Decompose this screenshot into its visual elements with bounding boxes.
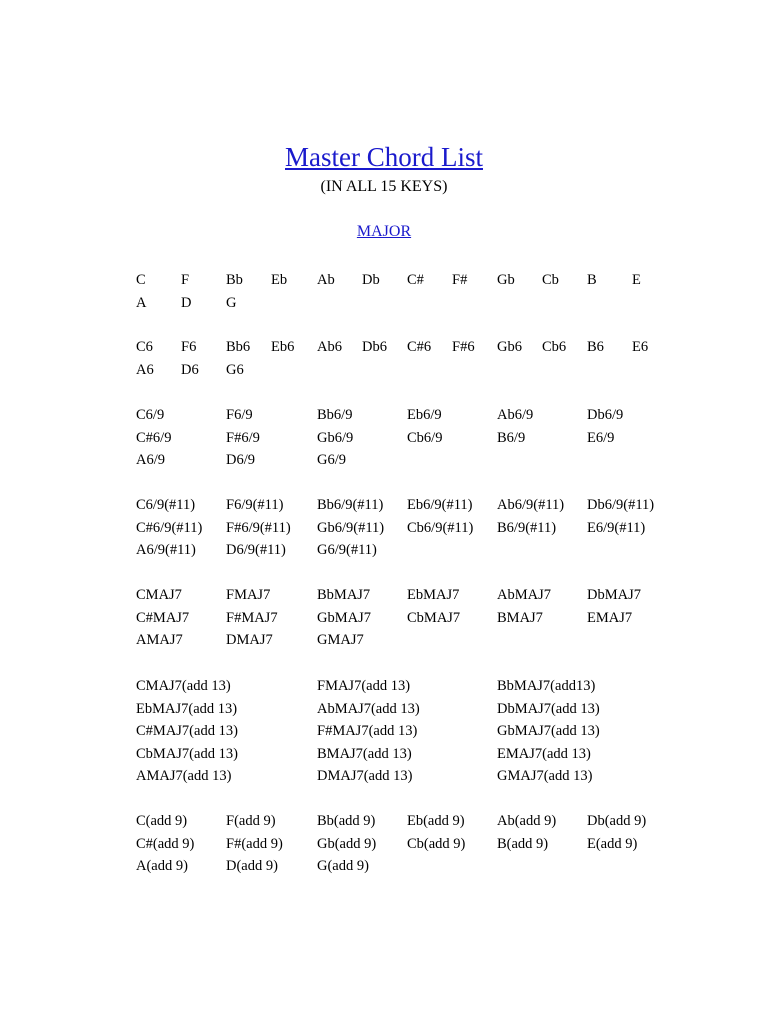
chord-name: FMAJ7 [226, 587, 271, 603]
page-subtitle: (IN ALL 15 KEYS) [320, 178, 448, 195]
chord-name: EMAJ7(add 13) [497, 745, 591, 762]
chord-name: F6 [181, 339, 197, 355]
chord-name: GbMAJ7 [317, 609, 371, 626]
chord-row [0, 607, 768, 629]
chord-name: BMAJ7 [497, 609, 543, 626]
chord-name: D [181, 294, 192, 311]
chord-name: Eb6/9 [407, 407, 442, 423]
chord-name: Bb6/9 [317, 407, 353, 423]
chord-name: EMAJ7 [587, 609, 633, 626]
chord-name: Ab6/9(#11) [497, 497, 565, 513]
chord-name: C#(add 9) [136, 835, 195, 852]
chord-name: C# [407, 272, 424, 288]
chord-name: Eb6/9(#11) [407, 497, 473, 513]
chord-name: Cb6 [542, 339, 567, 355]
chord-name: F [181, 272, 190, 288]
chord-name: C(add 9) [136, 813, 188, 829]
chord-name: AbMAJ7 [497, 587, 551, 603]
chord-name: G6/9(#11) [317, 542, 377, 558]
chord-name: C6 [136, 339, 153, 355]
chord-name: AMAJ7(add 13) [136, 768, 232, 784]
chord-name: F# [452, 272, 468, 288]
chord-name: GbMAJ7(add 13) [497, 723, 600, 739]
chord-name: D6 [181, 361, 199, 378]
chord-name: F#6/9(#11) [226, 519, 291, 536]
chord-name: E6/9 [587, 429, 615, 446]
chord-name: DbMAJ7(add 13) [497, 700, 600, 717]
chord-name: E6/9(#11) [587, 519, 646, 536]
chord-name: C6/9(#11) [136, 497, 196, 513]
chord-name: Db6/9 [587, 407, 624, 423]
chord-name: CMAJ7 [136, 587, 182, 603]
chord-name: C#6/9(#11) [136, 519, 203, 536]
chord-name: CMAJ7(add 13) [136, 678, 231, 694]
chord-name: Ab(add 9) [497, 813, 557, 829]
chord-name: Db6/9(#11) [587, 497, 655, 513]
chord-name: E6 [632, 339, 649, 355]
chord-name: G [226, 294, 237, 311]
chord-row [0, 336, 768, 358]
chord-row [0, 810, 768, 832]
chord-name: G6/9 [317, 452, 346, 468]
chord-name: FMAJ7(add 13) [317, 678, 411, 694]
chord-name: Gb(add 9) [317, 835, 377, 852]
chord-name: A6/9(#11) [136, 542, 196, 558]
chord-name: A6/9 [136, 452, 165, 468]
chord-name: A [136, 294, 147, 311]
chord-name: C#MAJ7 [136, 609, 190, 626]
chord-name: F6/9(#11) [226, 497, 284, 513]
chord-row [0, 449, 768, 471]
chord-name: Gb [497, 272, 515, 288]
chord-name: BMAJ7(add 13) [317, 745, 412, 762]
chord-name: Gb6/9 [317, 429, 354, 446]
chord-name: D(add 9) [226, 858, 278, 874]
chord-row [0, 675, 768, 697]
chord-name: C#6 [407, 339, 432, 355]
chord-name: F#6 [452, 339, 475, 355]
chord-name: BbMAJ7(add13) [497, 678, 596, 694]
chord-row [0, 359, 768, 381]
chord-name: DMAJ7 [226, 632, 273, 648]
chord-name: A(add 9) [136, 858, 188, 874]
chord-name: Eb [271, 272, 288, 288]
chord-row [0, 698, 768, 720]
chord-name: F(add 9) [226, 813, 276, 829]
page-title: Master Chord List [285, 142, 483, 172]
chord-name: C#MAJ7(add 13) [136, 723, 238, 739]
chord-name: AMAJ7 [136, 632, 183, 648]
chord-name: Cb(add 9) [407, 835, 466, 852]
chord-name: Eb6 [271, 339, 295, 355]
chord-row [0, 743, 768, 765]
chord-name: F#6/9 [226, 429, 260, 446]
chord-name: Db6 [362, 339, 387, 355]
chord-name: DbMAJ7 [587, 587, 641, 603]
chord-name: D6/9(#11) [226, 542, 286, 558]
chord-row [0, 269, 768, 291]
chord-name: F#MAJ7 [226, 609, 278, 626]
chord-name: Ab [317, 272, 335, 288]
chord-name: Ab6 [317, 339, 342, 355]
chord-name: F6/9 [226, 407, 253, 423]
chord-row [0, 292, 768, 314]
chord-name: EbMAJ7(add 13) [136, 700, 238, 717]
chord-row [0, 539, 768, 561]
chord-row [0, 720, 768, 742]
chord-row [0, 517, 768, 539]
chord-name: Ab6/9 [497, 407, 534, 423]
chord-name: E [632, 272, 641, 288]
chord-name: Db [362, 272, 380, 288]
chord-name: Bb [226, 272, 243, 288]
chord-name: Bb6 [226, 339, 251, 355]
chord-name: AbMAJ7(add 13) [317, 700, 420, 717]
chord-name: DMAJ7(add 13) [317, 768, 413, 784]
chord-row [0, 404, 768, 426]
chord-name: Bb(add 9) [317, 813, 376, 829]
chord-name: C6/9 [136, 407, 165, 423]
chord-name: Cb [542, 272, 559, 288]
chord-name: F#MAJ7(add 13) [317, 723, 418, 739]
chord-name: Bb6/9(#11) [317, 497, 384, 513]
chord-name: B6/9(#11) [497, 519, 557, 536]
chord-name: C [136, 272, 146, 288]
section-heading: MAJOR [356, 223, 412, 240]
chord-row [0, 833, 768, 855]
chord-name: BbMAJ7 [317, 587, 371, 603]
chord-name: B6 [587, 339, 604, 355]
chord-name: Db(add 9) [587, 813, 647, 829]
chord-row [0, 494, 768, 516]
chord-name: CbMAJ7(add 13) [136, 745, 238, 762]
chord-name: Cb6/9 [407, 429, 443, 446]
chord-name: Cb6/9(#11) [407, 519, 474, 536]
chord-name: D6/9 [226, 452, 255, 468]
chord-row [0, 427, 768, 449]
chord-name: F#(add 9) [226, 835, 283, 852]
chord-name: B(add 9) [497, 835, 549, 852]
chord-name: E(add 9) [587, 835, 638, 852]
chord-row [0, 629, 768, 651]
chord-name: B [587, 272, 597, 288]
chord-name: Eb(add 9) [407, 813, 465, 829]
chord-name: CbMAJ7 [407, 609, 461, 626]
chord-name: G(add 9) [317, 858, 369, 874]
chord-name: Gb6/9(#11) [317, 519, 385, 536]
chord-name: GMAJ7 [317, 632, 364, 648]
chord-row [0, 584, 768, 606]
chord-name: G6 [226, 361, 244, 378]
chord-name: EbMAJ7 [407, 587, 460, 603]
chord-row [0, 855, 768, 877]
chord-row [0, 765, 768, 787]
chord-name: A6 [136, 361, 154, 378]
chord-name: B6/9 [497, 429, 526, 446]
chord-name: GMAJ7(add 13) [497, 768, 593, 784]
chord-name: Gb6 [497, 339, 522, 355]
chord-name: C#6/9 [136, 429, 172, 446]
